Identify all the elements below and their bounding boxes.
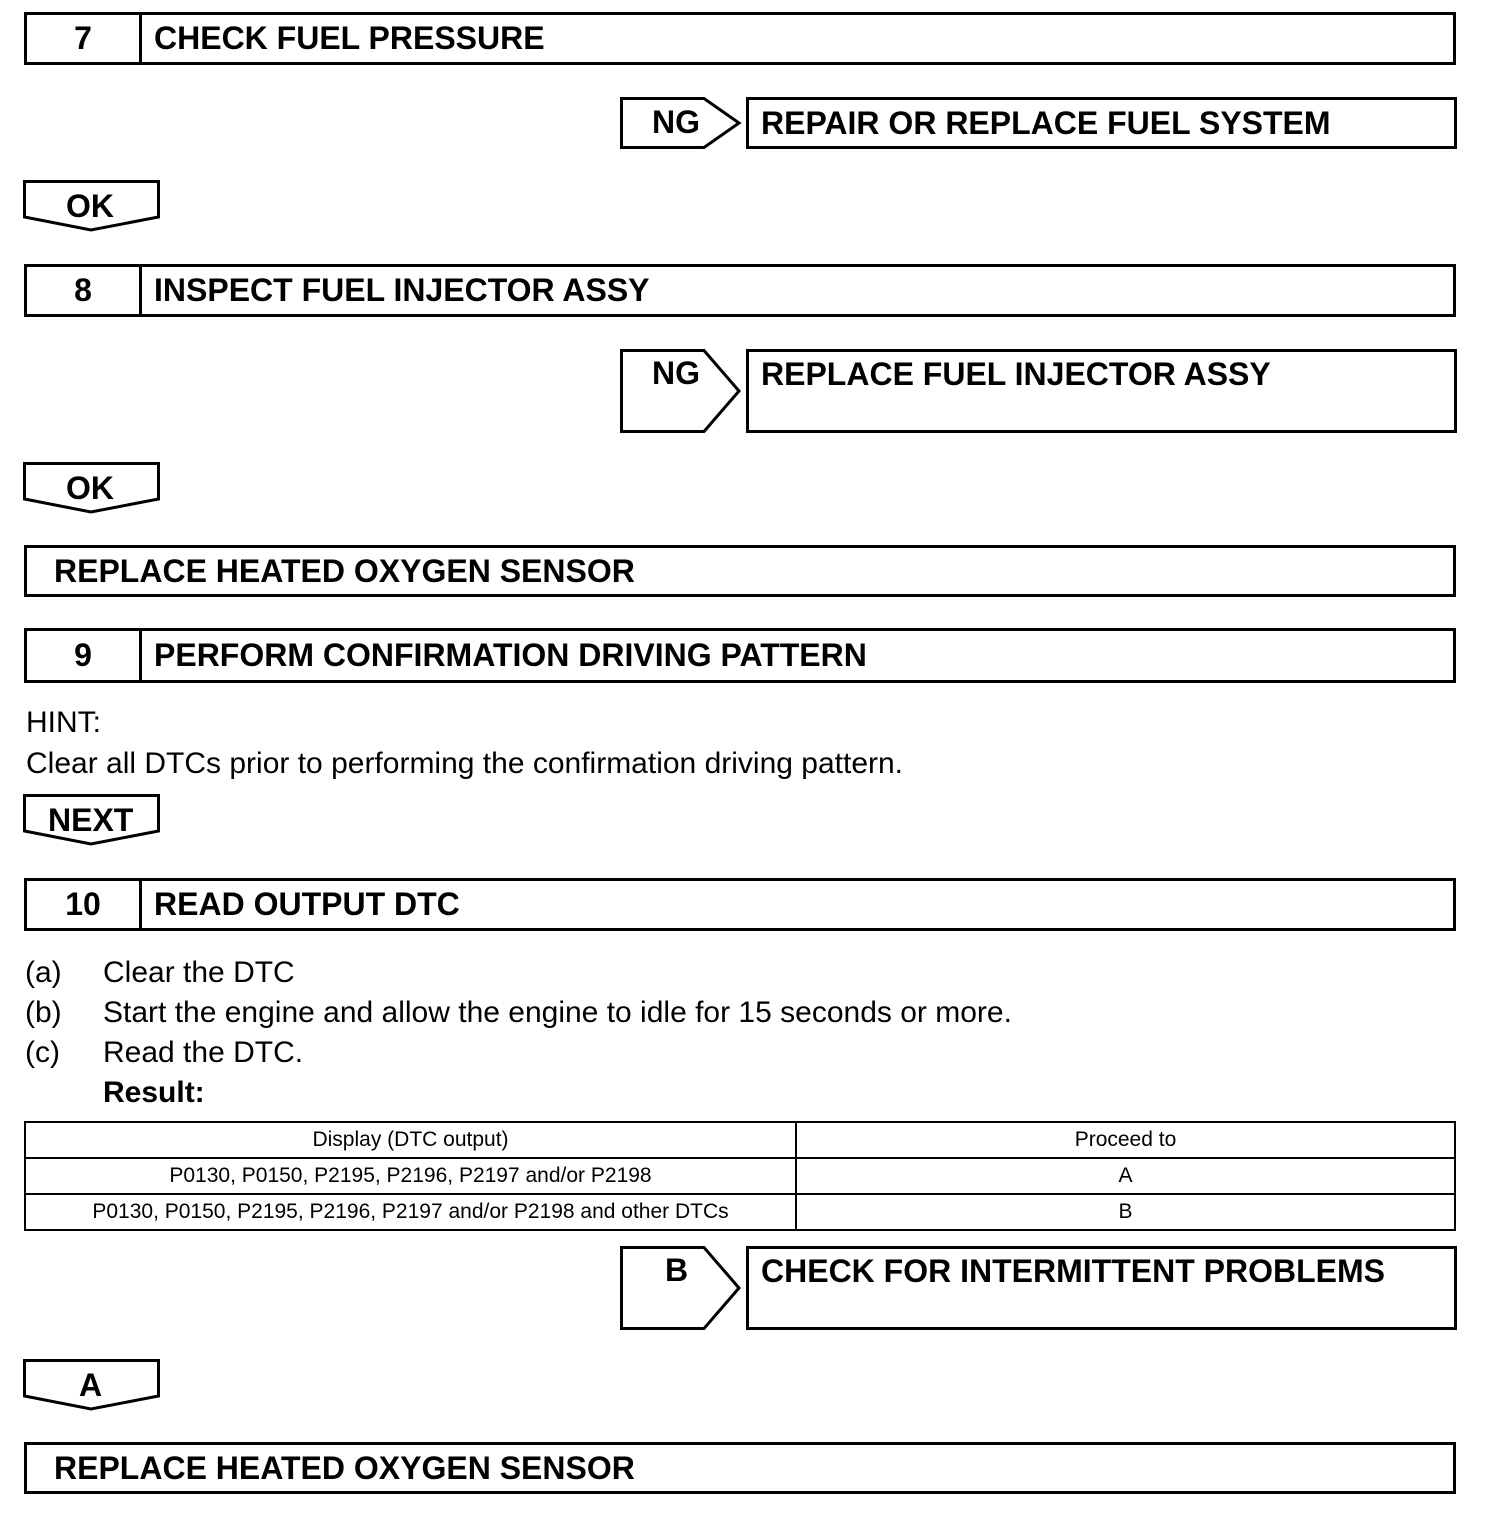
step-number: 10 (27, 881, 142, 928)
step-title: READ OUTPUT DTC (154, 886, 460, 922)
hint-label: HINT: (26, 706, 101, 739)
step-number: 9 (27, 631, 142, 680)
final-action-box: REPLACE HEATED OXYGEN SENSOR (24, 1442, 1456, 1494)
ok-label: OK (66, 188, 114, 224)
ng-label: NG (652, 104, 700, 140)
instruction-marker: (a) (25, 956, 62, 989)
ok-flag (23, 462, 160, 514)
b-label: B (665, 1252, 689, 1288)
instruction-text: Read the DTC. (103, 1036, 304, 1069)
step-number: 7 (27, 15, 142, 62)
table-cell: A (796, 1158, 1455, 1194)
ng-label: NG (652, 355, 700, 391)
hint-text: Clear all DTCs prior to performing the confirmation driving pattern. (26, 747, 904, 780)
next-flag (23, 794, 160, 846)
ng-flag (620, 97, 742, 149)
step-10-header (24, 878, 1456, 931)
table-cell: P0130, P0150, P2195, P2196, P2197 and/or P2198 (25, 1158, 796, 1194)
table-header-cell: Display (DTC output) (25, 1122, 796, 1158)
step-title: PERFORM CONFIRMATION DRIVING PATTERN (154, 637, 867, 673)
table-cell: P0130, P0150, P2195, P2196, P2197 and/or P2198 and other DTCs (25, 1194, 796, 1230)
step-8-header (24, 264, 1456, 317)
ng-action-box: REPAIR OR REPLACE FUEL SYSTEM (746, 97, 1457, 149)
next-label: NEXT (48, 802, 134, 838)
instruction-marker: (b) (25, 996, 62, 1029)
step-number: 8 (27, 267, 142, 314)
a-flag (23, 1359, 160, 1411)
instruction-text: Start the engine and allow the engine to idle for 15 seconds or more. (103, 996, 1012, 1029)
ng-flag (620, 349, 742, 433)
step-title: INSPECT FUEL INJECTOR ASSY (154, 272, 650, 308)
table-row (25, 1158, 1455, 1194)
table-header-cell: Proceed to (796, 1122, 1455, 1158)
b-action-box: CHECK FOR INTERMITTENT PROBLEMS (746, 1246, 1457, 1330)
result-label: Result: (103, 1076, 205, 1109)
instruction-text: Clear the DTC (103, 956, 295, 989)
step-9-header (24, 628, 1456, 683)
instruction-marker: (c) (25, 1036, 60, 1069)
table-cell: B (796, 1194, 1455, 1230)
ok-flag (23, 180, 160, 232)
step-title: CHECK FUEL PRESSURE (154, 20, 545, 56)
step-7-header (24, 12, 1456, 65)
ok-label: OK (66, 470, 114, 506)
table-header-row (25, 1122, 1455, 1158)
a-label: A (79, 1367, 103, 1403)
final-action-box: REPLACE HEATED OXYGEN SENSOR (24, 545, 1456, 597)
b-flag (620, 1246, 742, 1330)
result-table (24, 1121, 1456, 1231)
ng-action-box: REPLACE FUEL INJECTOR ASSY (746, 349, 1457, 433)
table-row (25, 1194, 1455, 1230)
